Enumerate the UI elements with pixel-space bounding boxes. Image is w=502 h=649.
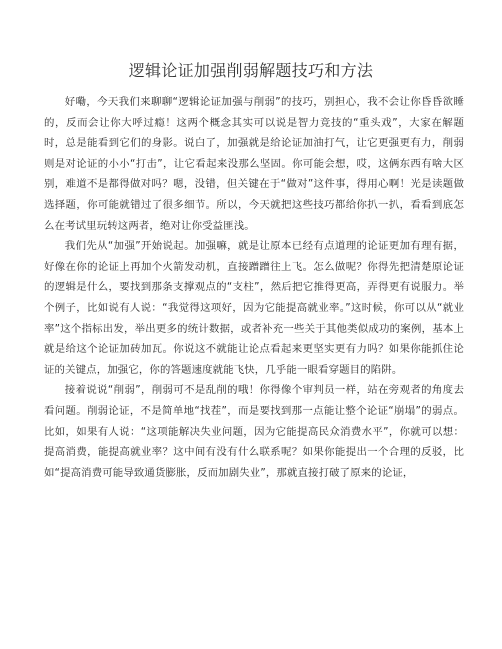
paragraph-weaken: 接着说说“削弱”，削弱可不是乱削的哦！你得像个审判员一样，站在旁观者的角度去看问题。削弱论证，不是简单地“找茬”，而是要找到那一点能让整个论证“崩塌”的弱点。比如，如果有人说：“这项能解决失业问题，因为它能提高民众消费水平”，你就可以想：提高消费，能提高就业率？这中间有没有什么联系呢？如果你能提出一个合理的反驳，比如“提高消费可能导致通货膨胀，反而加剧失业”，那就直接打破了原来的论证， xyxy=(44,384,464,479)
paragraph-strengthen: 我们先从“加强”开始说起。加强嘛，就是让原本已经有点道理的论证更加有理有据，好像在你的论证上再加个火箭发动机，直接蹭蹭往上飞。怎么做呢？你得先把清楚原论证的逻辑是什么，要找到那条支撑观点的“支柱”，然后把它推得更高，弄得更有说服力。举个例子，比如说有人说：“我觉得这项好，因为它能提高就业率。”这时候，你可以从“就业率”这个指标出发，举出更多的统计数据，或者补充一些关于其他类似成功的案例，基本上就是给这个论证加砖加瓦。你说这不就能让论点看起来更坚实更有力吗？如果你能抓住论证的关键点，加强它，你的答题速度就能飞快，几乎能一眼看穿题目的陷阱。 xyxy=(44,240,464,376)
document-body xyxy=(44,92,464,483)
document-title: 逻辑论证加强削弱解题技巧和方法 xyxy=(128,61,374,80)
paragraph-intro: 好嘞，今天我们来聊聊“逻辑论证加强与削弱”的技巧，别担心，我不会让你昏昏欲睡的，反而会让你大呼过瘾！这两个概念其实可以说是智力竞技的“重头戏”，大家在解题时，总是能看到它们的身影。说白了，加强就是给论证加油打气，让它更强更有力，削弱则是对论证的小小“打击”，让它看起来没那么坚固。你可能会想，哎，这俩东西有啥大区别，难道不是都得做对吗？嗯，没错，但关键在于“做对”这件事，得用心啊！光是读题做选择题，你可能就错过了很多细节。所以，今天就把这些技巧都给你扒一扒，看看到底怎么在考试里玩转这两者，绝对让你受益匪浅。 xyxy=(44,96,464,232)
